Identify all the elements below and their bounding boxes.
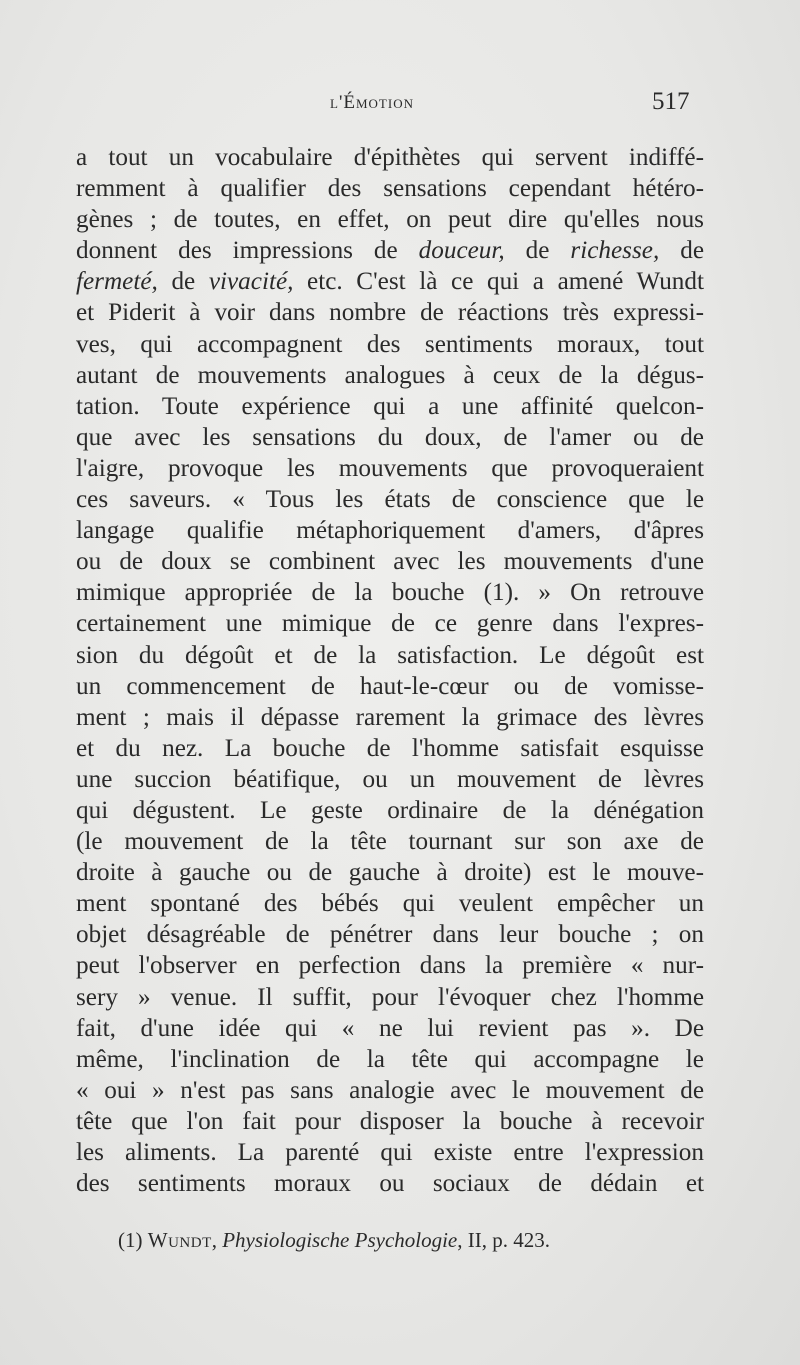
- footnote-title: Physiologische Psychologie: [222, 1228, 458, 1252]
- text-line-27: peut l'observer en perfection dans la première « nur-: [76, 952, 704, 980]
- text-line-7: ves, qui accompagnent des sentiments moraux, tout: [76, 330, 704, 358]
- footnote-author: Wundt: [147, 1228, 212, 1252]
- text-line-10: que avec les sensations du doux, de l'amer ou de: [76, 423, 704, 451]
- text-line-23: (le mouvement de la tête tournant sur son axe de: [76, 828, 704, 856]
- text-line-5-de: de: [171, 268, 209, 296]
- running-head: [0, 88, 800, 118]
- page-number: 517: [652, 88, 690, 115]
- text-line-19: ment ; mais il dépasse rarement la grimace des lèvres: [76, 703, 704, 731]
- running-title: l'Émotion: [330, 92, 414, 113]
- text-line-17: sion du dégoût et de la satisfaction. Le dégoût est: [76, 641, 704, 669]
- text-line-13: langage qualifie métaphoriquement d'amers, d'âpres: [76, 517, 704, 545]
- text-line-31: « oui » n'est pas sans analogie avec le mouvement de: [76, 1076, 704, 1104]
- text-line-18: un commencement de haut-le-cœur ou de vomisse-: [76, 672, 704, 700]
- text-line-33: les aliments. La parenté qui existe entre l'expression: [76, 1139, 704, 1166]
- text-line-8: autant de mouvements analogues à ceux de la dégus-: [76, 361, 704, 389]
- text-line-29: fait, d'une idée qui « ne lui revient pas ». De: [76, 1014, 704, 1042]
- footnote: [118, 1228, 678, 1253]
- text-line-16: certainement une mimique de ce genre dans l'expres-: [76, 610, 704, 638]
- italic-fermete: fermeté,: [76, 268, 172, 296]
- italic-douceur: douceur,: [418, 237, 505, 265]
- text-line-3: gènes ; de toutes, en effet, on peut dire qu'elles nous: [76, 206, 704, 234]
- text-line-5: [76, 266, 704, 297]
- text-line-32: tête que l'on fait pour disposer la bouche à recevoir: [76, 1107, 704, 1135]
- italic-richesse: richesse,: [570, 237, 660, 265]
- text-line-25: ment spontané des bébés qui veulent empêcher un: [76, 890, 704, 918]
- text-line-26: objet désagréable de pénétrer dans leur bouche ; on: [76, 921, 704, 949]
- text-line-4-start: donnent des impressions de: [76, 237, 419, 265]
- text-line-6: et Piderit à voir dans nombre de réactions très expressi-: [76, 299, 704, 327]
- text-line-2: remment à qualifier des sensations cependant hétéro-: [76, 175, 704, 203]
- text-line-22: qui dégustent. Le geste ordinaire de la dénégation: [76, 796, 704, 824]
- text-line-11: l'aigre, provoque les mouvements que provoqueraient: [76, 454, 704, 482]
- body-text: [76, 142, 704, 1199]
- text-line-28: sery » venue. Il suffit, pour l'évoquer chez l'homme: [76, 983, 704, 1011]
- text-line-4: [76, 235, 704, 266]
- text-line-14: ou de doux se combinent avec les mouvements d'une: [76, 548, 704, 576]
- text-line-12: ces saveurs. « Tous les états de conscience que le: [76, 486, 704, 514]
- text-line-30: même, l'inclination de la tête qui accompagne le: [76, 1045, 704, 1073]
- footnote-sep: ,: [211, 1228, 223, 1252]
- text-line-4-mid: de: [504, 237, 571, 265]
- text-line-15: mimique appropriée de la bouche (1). » On retrouve: [76, 579, 704, 607]
- footnote-ref: , II, p. 423.: [457, 1228, 551, 1252]
- text-line-4-end: de: [659, 237, 704, 265]
- italic-vivacite: vivacité,: [208, 268, 294, 296]
- text-line-1: a tout un vocabulaire d'épithètes qui servent indiffé-: [76, 144, 704, 171]
- text-line-9: tation. Toute expérience qui a une affinité quelcon-: [76, 392, 704, 420]
- text-line-24: droite à gauche ou de gauche à droite) est le mouve-: [76, 859, 704, 887]
- text-line-20: et du nez. La bouche de l'homme satisfait esquisse: [76, 734, 704, 762]
- text-line-5-end: etc. C'est là ce qui a amené Wundt: [293, 268, 704, 296]
- footnote-marker: (1): [118, 1228, 148, 1252]
- text-line-21: une succion béatifique, ou un mouvement de lèvres: [76, 765, 704, 793]
- text-line-34: des sentiments moraux ou sociaux de dédain et: [76, 1170, 704, 1198]
